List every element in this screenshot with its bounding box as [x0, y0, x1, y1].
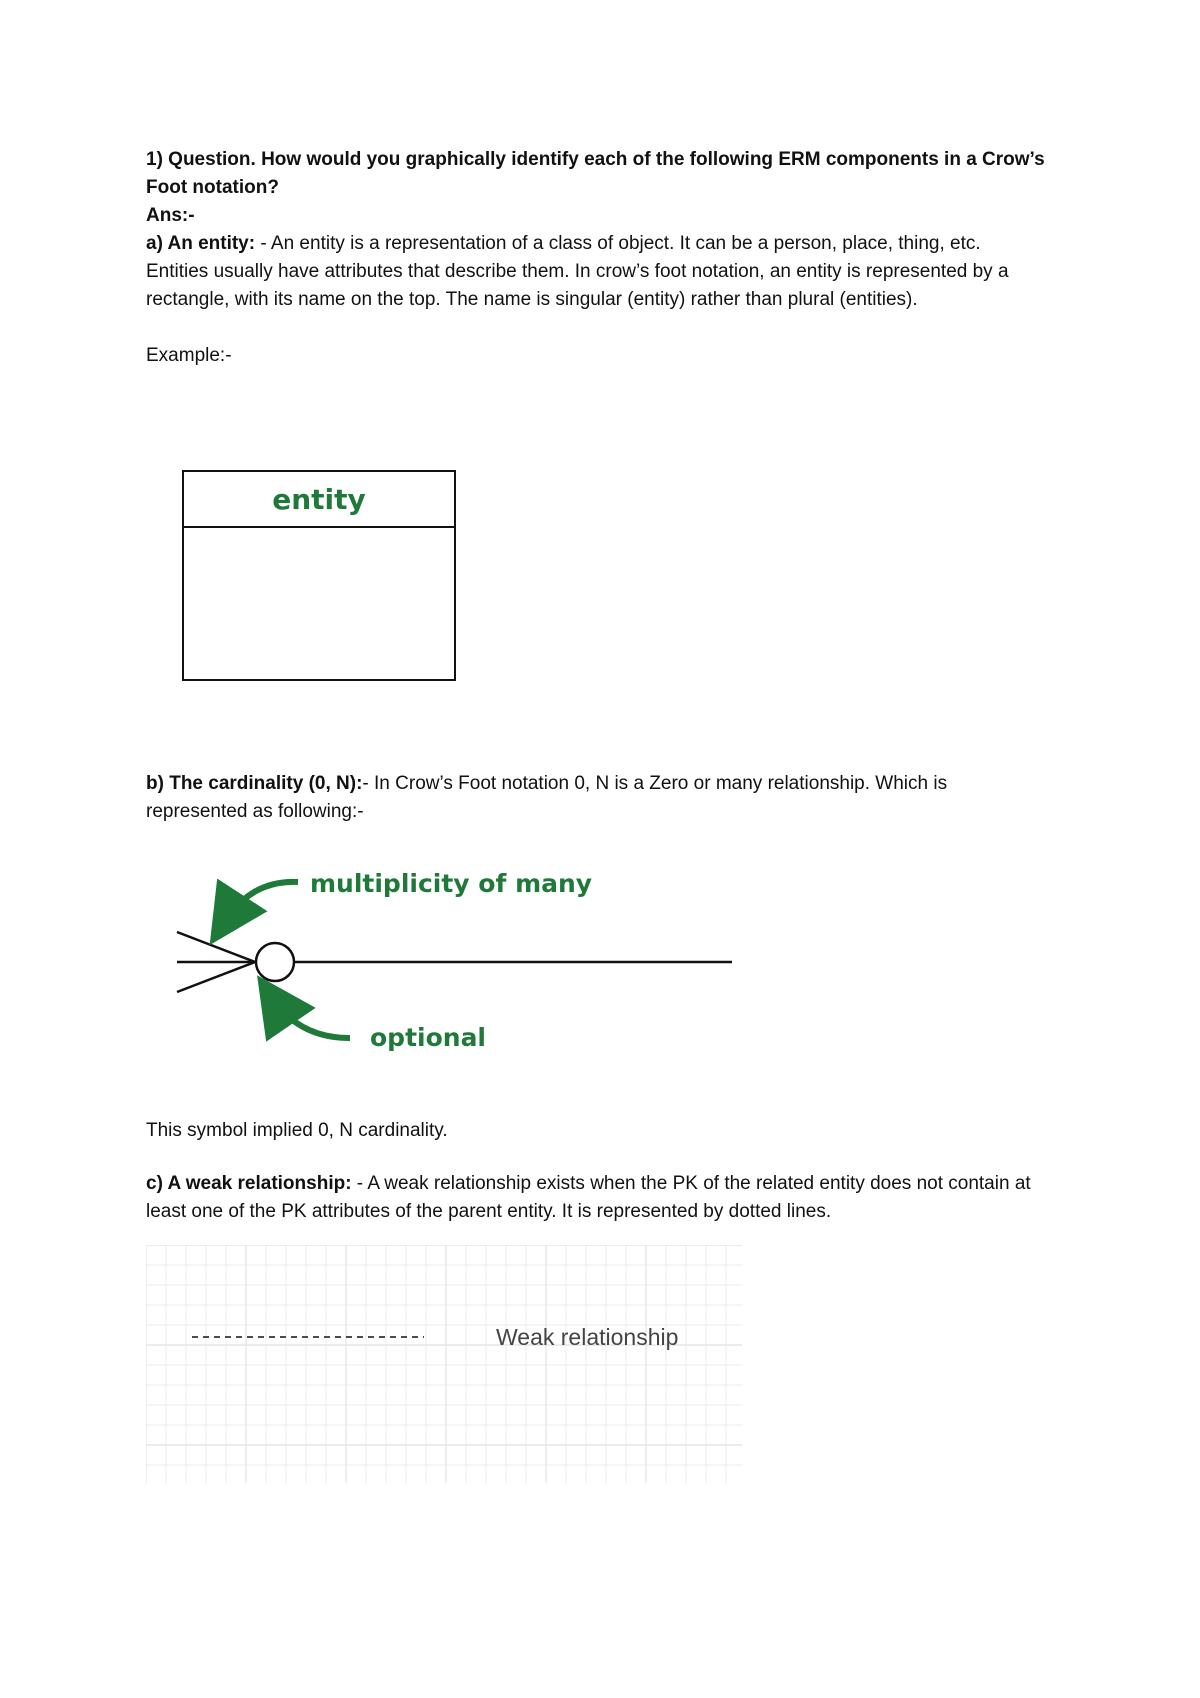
- crows-foot-diagram: [160, 860, 740, 1060]
- weak-relationship-description: - A weak relationship exists when the PK of the related entity does not contain at least one of the PK attributes of the parent entity. It is represented by dotted lines.: [146, 1173, 1031, 1222]
- grid-background: [146, 1245, 742, 1483]
- entity-description: - An entity is a representation of a class of object. It can be a person, place, thing, etc. Entities usually have attributes that describe them. In crow’s foot notation, an entity is represented by a rectangle, with its name on the top. The name is singular (entity) rather than plural (entities).: [146, 233, 1009, 310]
- example-label: Example:-: [146, 345, 232, 366]
- crow-foot-prong-bottom: [177, 962, 255, 992]
- cardinality-footer: This symbol implied 0, N cardinality.: [146, 1120, 448, 1141]
- many-arrow-icon: [226, 882, 298, 920]
- paragraph-cardinality: [146, 770, 1046, 826]
- label-optional: optional: [370, 1023, 487, 1052]
- question-title: 1) Question. How would you graphically identify each of the following ERM components in a Crow’s Foot notation?: [146, 149, 1045, 198]
- crow-foot-prong-top: [177, 932, 255, 962]
- entity-heading: a) An entity:: [146, 233, 261, 254]
- cardinality-heading: b) The cardinality (0, N):: [146, 773, 363, 794]
- answer-label: Ans:-: [146, 205, 195, 226]
- weak-relationship-diagram: [146, 1245, 742, 1483]
- paragraph-entity: [146, 230, 1046, 314]
- optional-arrow-icon: [274, 1000, 350, 1038]
- weak-relationship-heading: c) A weak relationship:: [146, 1173, 352, 1194]
- entity-name: entity: [184, 472, 454, 528]
- label-weak-relationship: Weak relationship: [496, 1324, 679, 1350]
- label-multiplicity-of-many: multiplicity of many: [310, 869, 593, 898]
- optional-circle: [256, 943, 294, 981]
- cardinality-description: - In Crow’s Foot notation 0, N is a Zero or many relationship. Which is represented as following:-: [146, 773, 948, 822]
- entity-diagram: [182, 470, 456, 681]
- paragraph-weak-relationship: [146, 1170, 1046, 1226]
